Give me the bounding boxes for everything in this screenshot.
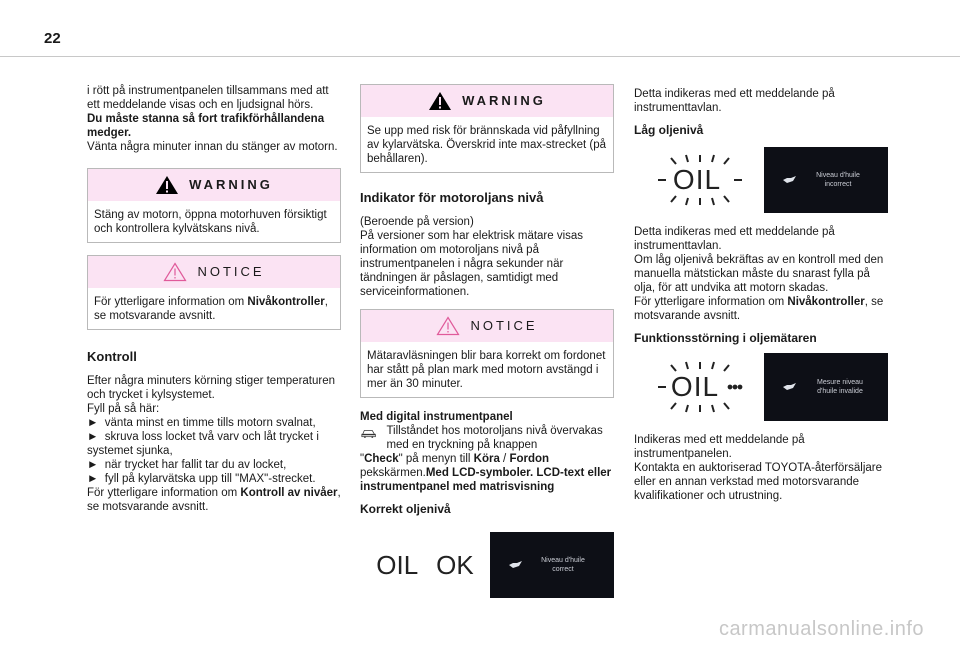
digital-block bbox=[360, 424, 614, 452]
display-message: Mesure niveau d'huile invalide bbox=[817, 379, 863, 395]
bullet-text: vänta minst en timme tills motorn svalnat, bbox=[104, 417, 316, 429]
body-text: (Beroende på version) bbox=[360, 216, 474, 228]
warning-title: WARNING bbox=[462, 93, 546, 108]
oil-fault-symbol bbox=[634, 353, 764, 421]
oil-label: OIL bbox=[672, 164, 722, 195]
end-paragraph bbox=[87, 486, 341, 514]
fault-text2: Kontakta en auktoriserad TOYOTA-återförsäljare eller en annan verkstad med motorsvarande kvalifikationer och utrustning. bbox=[634, 462, 883, 502]
notice-text: Mätaravläsningen blir bara korrekt om fordonet har stått på plan mark med motorn avstängd i mer än 30 minuter. bbox=[367, 350, 606, 390]
notice-text-pre: För ytterligare information om bbox=[94, 296, 248, 308]
warning-title: WARNING bbox=[189, 177, 273, 192]
page-number: 22 bbox=[44, 30, 61, 47]
body-paragraph bbox=[360, 215, 614, 299]
intro-paragraph: Detta indikeras med ett meddelande på instrumenttavlan. bbox=[634, 88, 835, 114]
intro-line: ett meddelande visas och en ljudsignal hörs. bbox=[87, 99, 314, 111]
end-pre: För ytterligare information om bbox=[87, 487, 241, 499]
bullet-item bbox=[87, 430, 341, 458]
digital-text3: pekskärmen. bbox=[360, 467, 426, 479]
notice-text bbox=[88, 288, 340, 329]
bullet-item bbox=[87, 472, 341, 486]
check-label: Check bbox=[364, 453, 399, 465]
body-paragraph bbox=[87, 374, 341, 416]
footer-watermark: carmanualsonline.info bbox=[718, 618, 924, 640]
digital-mid: " på menyn till bbox=[398, 453, 474, 465]
low-text3-pre: För ytterligare information om bbox=[634, 296, 788, 308]
column-2 bbox=[360, 84, 614, 610]
intro-line: i rött på instrumentpanelen tillsammans med att bbox=[87, 85, 329, 97]
kora-label: Köra bbox=[473, 453, 500, 465]
end-bold: Kontroll av nivåer bbox=[240, 487, 338, 499]
fault-heading: Funktionsstörning i oljemätaren bbox=[634, 331, 817, 345]
low-oil-illustration bbox=[634, 147, 888, 213]
oil-can-icon bbox=[782, 175, 798, 185]
bullet-glyph: ► bbox=[87, 473, 99, 485]
bullet-item bbox=[87, 416, 341, 430]
warning-header bbox=[361, 85, 613, 117]
display-panel bbox=[764, 353, 888, 421]
column-3 bbox=[634, 87, 888, 509]
car-icon bbox=[360, 424, 378, 442]
notice-header bbox=[361, 310, 613, 342]
oil-label: OIL bbox=[376, 550, 419, 580]
notice-triangle-icon bbox=[163, 262, 187, 282]
end-post: , se motsvarande avsnitt. bbox=[87, 487, 341, 513]
section-heading: Kontroll bbox=[87, 349, 137, 364]
bullet-item bbox=[87, 458, 341, 472]
oil-label: OIL bbox=[670, 371, 720, 402]
bullet-text: när trycket har fallit tar du av locket, bbox=[104, 459, 287, 471]
oil-ok-symbol bbox=[360, 532, 490, 598]
warning-triangle-icon bbox=[155, 175, 179, 195]
display-panel bbox=[490, 532, 614, 598]
column-1 bbox=[87, 84, 341, 520]
fault-paragraph bbox=[634, 433, 888, 503]
oil-can-icon bbox=[508, 560, 524, 570]
header-divider bbox=[0, 56, 960, 57]
body-text: Fyll på så här: bbox=[87, 403, 160, 415]
warning-header bbox=[88, 169, 340, 201]
warning-box bbox=[87, 168, 341, 243]
notice-header bbox=[88, 256, 340, 288]
low-text2: Om låg oljenivå bekräftas av en kontroll med den manuella mätstickan måste du snarast fylla på olja, för att undvika att motorn skadas. bbox=[634, 254, 884, 294]
bullet-text: fyll på kylarvätska upp till "MAX"-strecket. bbox=[104, 473, 316, 485]
body-text: På versioner som har elektrisk mätare visas information om motoroljans nivå på instrumentpanelen i några sekunder när tändningen är påslagen, samtidigt med serviceinformationen. bbox=[360, 230, 584, 298]
fault-text: Indikeras med ett meddelande på instrumentpanelen. bbox=[634, 434, 805, 460]
notice-text-post: , se motsvarande avsnitt. bbox=[94, 296, 328, 322]
slash: / bbox=[499, 453, 510, 465]
intro-bold: Du måste stanna så fort trafikförhållandena medger. bbox=[87, 113, 325, 139]
notice-triangle-icon bbox=[436, 316, 460, 336]
correct-heading: Korrekt oljenivå bbox=[360, 502, 451, 516]
oil-ok-text bbox=[376, 550, 474, 580]
oil-can-icon bbox=[782, 382, 798, 392]
warning-text: Se upp med risk för brännskada vid påfyllning av kylarvätska. Överskrid inte max-strecket (på behållaren). bbox=[367, 125, 607, 165]
intro-paragraph bbox=[87, 84, 341, 154]
fault-oil-illustration bbox=[634, 353, 888, 421]
notice-title: NOTICE bbox=[197, 264, 265, 279]
correct-oil-illustration bbox=[360, 532, 614, 598]
ok-label: OK bbox=[436, 550, 474, 580]
display-message: Niveau d'huile correct bbox=[541, 557, 585, 573]
fordon-label: Fordon bbox=[509, 453, 550, 465]
notice-title: NOTICE bbox=[470, 318, 538, 333]
bullet-list bbox=[87, 416, 341, 486]
digital-paragraph bbox=[360, 452, 614, 494]
bullet-glyph: ► bbox=[87, 431, 99, 443]
notice-box-2 bbox=[360, 309, 614, 398]
bullet-glyph: ► bbox=[87, 417, 99, 429]
warning-text: Stäng av motorn, öppna motorhuven försiktigt och kontrollera kylvätskans nivå. bbox=[94, 209, 327, 235]
warning-triangle-icon bbox=[428, 91, 452, 111]
low-heading: Låg oljenivå bbox=[634, 123, 704, 137]
display-panel bbox=[764, 147, 888, 213]
low-paragraph bbox=[634, 225, 888, 323]
notice-box bbox=[87, 255, 341, 330]
warning-box-2 bbox=[360, 84, 614, 173]
quote: " bbox=[360, 453, 365, 465]
body-text: Efter några minuters körning stiger temperaturen och trycket i kylsystemet. bbox=[87, 375, 336, 401]
low-text: Detta indikeras med ett meddelande på instrumenttavlan. bbox=[634, 226, 835, 252]
section-heading: Indikator för motoroljans nivå bbox=[360, 190, 544, 205]
notice-text-bold: Nivåkontroller bbox=[247, 296, 325, 308]
digital-text: Tillståndet hos motoroljans nivå övervakas med en tryckning på knappen bbox=[386, 425, 603, 451]
digital-bold-end: Med LCD-symboler. LCD-text eller instrumentpanel med matrisvisning bbox=[360, 467, 612, 493]
low-text3-bold: Nivåkontroller bbox=[787, 296, 865, 308]
low-text3-post: , se motsvarande avsnitt. bbox=[634, 296, 884, 322]
intro-end: Vänta några minuter innan du stänger av motorn. bbox=[87, 141, 338, 153]
bullet-glyph: ► bbox=[87, 459, 99, 471]
digital-heading: Med digital instrumentpanel bbox=[360, 411, 513, 423]
bullet-text: skruva loss locket två varv och låt trycket i systemet sjunka, bbox=[87, 431, 319, 457]
oil-warning-symbol bbox=[634, 147, 764, 213]
display-message: Niveau d'huile incorrect bbox=[816, 172, 860, 188]
